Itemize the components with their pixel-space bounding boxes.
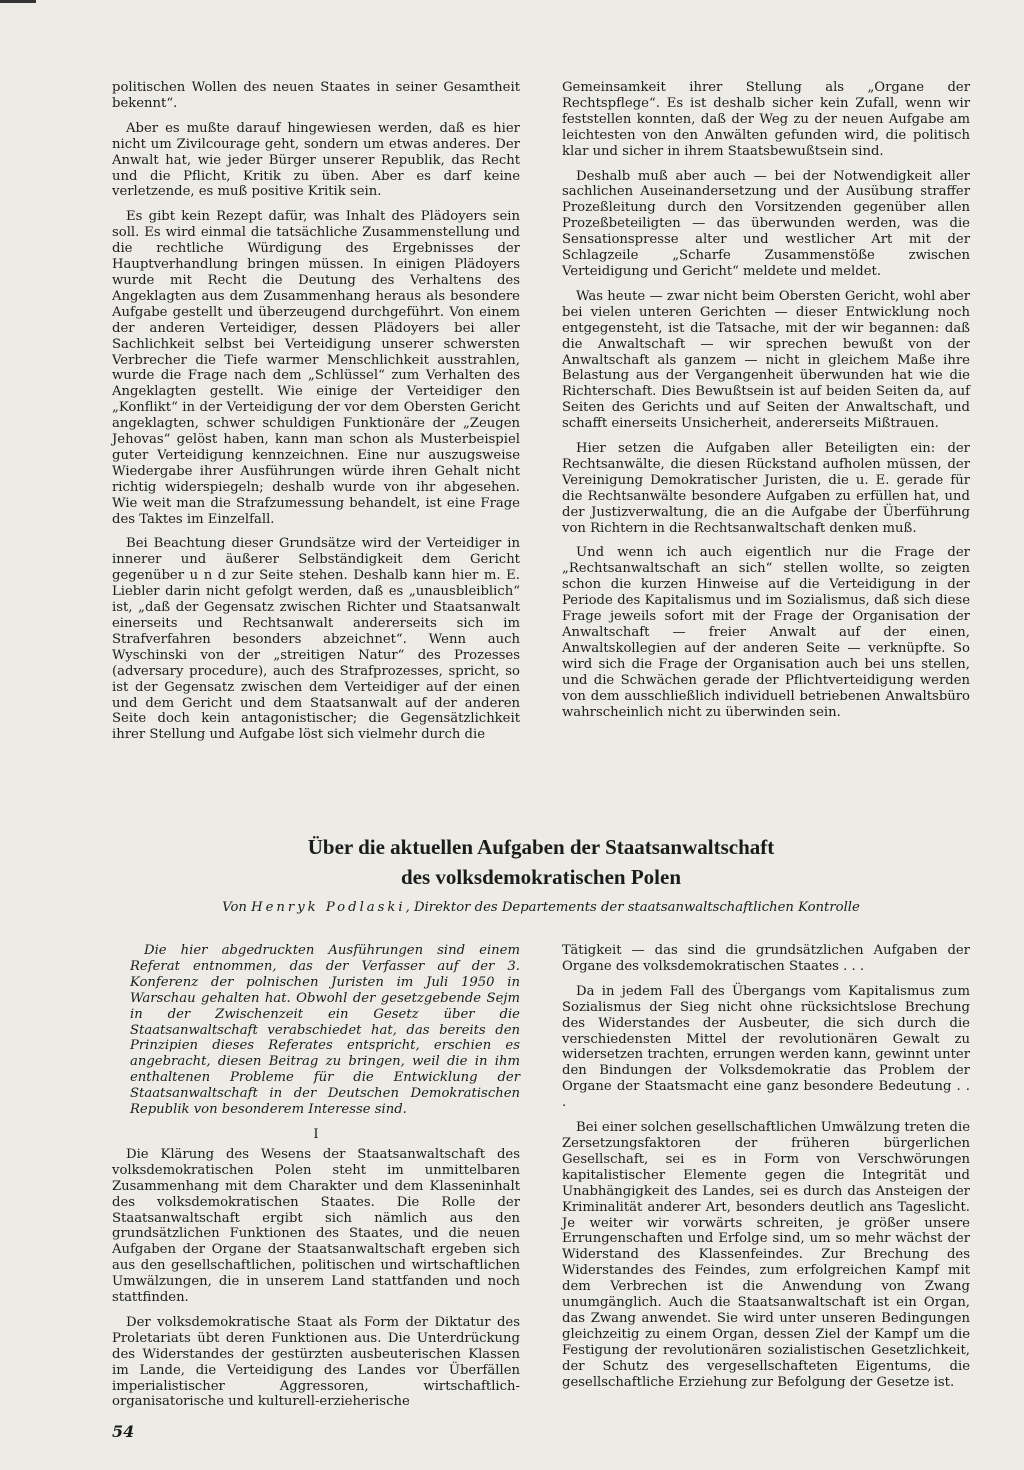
- paragraph: politischen Wollen des neuen Staates in seiner Gesamtheit bekennt“.: [112, 80, 520, 111]
- paragraph: Deshalb muß aber auch — bei der Notwendigkeit aller sachlichen Auseinandersetzung und der Ausübung straffer Prozeßleitung durch den Vorsitzenden gegenüber allen Prozeßbeteiligten — das überwunden werden, was die Sensationspresse alter und westlicher Art mit der Schlagzeile „Scharfe Zusammenstöße zwischen Verteidigung und Gericht“ meldete und meldet.: [562, 168, 970, 279]
- page-number: 54: [112, 1422, 135, 1441]
- paragraph: Bei einer solchen gesellschaftlichen Umwälzung treten die Zersetzungsfaktoren der früheren bürgerlichen Gesellschaft, sei es in Form von Verschwörungen kapitalistischer Elemente gegen die Integrität und Unabhängigkeit des Landes, sei es durch das Ansteigen der Kriminalität anderer Art, besonders deutlich ans Tageslicht. Je weiter wir vorwärts schreiten, je größer unsere Errungenschaften und Erfolge sind, um so mehr wächst der Widerstand des Klassenfeindes. Zur Brechung des Widerstandes des Feindes, zum erfolgreichen Kampf mit dem Verbrechen ist die Anwendung von Zwang unumgänglich. Auch die Staatsanwaltschaft ist ein Organ, das Zwang anwendet. Sie wird unter unseren Bedingungen gleichzeitig zu einem Organ, dessen Ziel der Kampf um die Festigung der revolutionären sozialistischen Gesetzlichkeit, der Schutz des vergesellschafteten Eigentums, die gesellschaftliche Erziehung zur Befolgung der Gesetze ist.: [562, 1120, 970, 1390]
- paragraph: Der volksdemokratische Staat als Form der Diktatur des Proletariats übt deren Funktionen aus. Die Unterdrückung des Widerstandes der gestürzten ausbeuterischen Klassen im Lande, die Verteidigung des Landes vor Überfällen imperialistischer Aggressoren, wirtschaftlich-organisatorische und kulturell-erzieherische: [112, 1314, 520, 1410]
- paragraph: Hier setzen die Aufgaben aller Beteiligten ein: der Rechtsanwälte, die diesen Rückstand aufholen müssen, der Vereinigung Demokratischer Juristen, die u. E. gerade für die Rechtsanwälte besondere Aufgaben zu erfüllen hat, und der Justizverwaltung, die an die Aufgabe der Überführung von Richtern in die Rechtsanwaltschaft denken muß.: [562, 441, 970, 536]
- paragraph: Bei Beachtung dieser Grundsätze wird der Verteidiger in innerer und äußerer Selbständigkeit dem Gericht gegenüber u n d zur Seite stehen. Deshalb kann hier m. E. Liebler darin nicht gefolgt werden, daß es „unausbleiblich“ ist, „daß der Gegensatz zwischen Richter und Staatsanwalt einerseits und Rechtsanwalt andererseits sich im Strafverfahren besonders abzeichnet“. Wenn auch Wyschinski von der „streitigen Natur“ des Prozesses (adversary procedure), auch des Strafprozesses, spricht, so ist der Gegensatz zwischen dem Verteidiger auf der einen und dem Gericht und dem Staatsanwalt auf der anderen Seite doch kein antagonistischer; die Gegensätzlichkeit ihrer Stellung und Aufgabe löst sich vielmehr durch die: [112, 536, 520, 743]
- paragraph: Es gibt kein Rezept dafür, was Inhalt des Plädoyers sein soll. Es wird einmal die tatsächliche Zusammenstellung und die rechtliche Würdigung des Ergebnisses der Hauptverhandlung bringen müssen. In einigen Plädoyers wurde mit Recht die Deutung des Verhaltens des Angeklagten aus dem Zusammenhang heraus als besondere Aufgabe gestellt und überzeugend durchgeführt. Von einem der anderen Verteidiger, dessen Plädoyers bei aller Sachlichkeit selbst bei Verteidigung unserer schwersten Verbrecher die Tiefe warmer Menschlichkeit ausstrahlen, wurde die Frage nach dem „Schlüssel“ zum Verhalten des Angeklagten gestellt. Wie einige der Verteidiger den „Konflikt“ in der Verteidigung der vor dem Obersten Gericht angeklagten, schwer schuldigen Funktionäre der „Zeugen Jehovas“ gelöst haben, kann man schon als Musterbeispiel guter Verteidigung kennzeichnen. Eine nur auszugsweise Wiedergabe ihrer Ausführungen würde ihren Gehalt nicht richtig widerspiegeln; deshalb wurde von ihr abgesehen. Wie weit man die Strafzumessung behandelt, ist eine Frage des Taktes im Einzelfall.: [112, 209, 520, 527]
- byline-suffix: , Direktor des Departements der staatsanwaltschaftlichen Kontrolle: [405, 900, 860, 915]
- byline-prefix: Von: [222, 900, 247, 915]
- paragraph: Da in jedem Fall des Übergangs vom Kapitalismus zum Sozialismus der Sieg nicht ohne rücksichtslose Brechung des Widerstandes der Ausbeuter, die sich durch die verschiedensten Mittel der revolutionären Gewalt zu widersetzen trachten, errungen werden kann, gewinnt unter den Bindungen der Volksdemokratie das Problem der Organe der Staatsmacht eine ganz besondere Bedeutung . . .: [562, 983, 970, 1111]
- article-title-line-2: des volksdemokratischen Polen: [400, 865, 681, 889]
- upper-left-column: [112, 80, 520, 752]
- paragraph: Was heute — zwar nicht beim Obersten Gericht, wohl aber bei vielen unteren Gerichten — dieser Entwicklung noch entgegensteht, ist die Tatsache, mit der wir begannen: daß die Anwaltschaft — wir sprechen bewußt von der Anwaltschaft als ganzem — nicht in gleichem Maße ihre Belastung aus der Vergangenheit überwunden hat wie die Richterschaft. Dies Bewußtsein ist auf beiden Seiten da, auf Seiten des Gerichts und auf Seiten der Anwaltschaft, und schafft einerseits Unsicherheit, andererseits Mißtrauen.: [562, 288, 970, 432]
- paragraph: Und wenn ich auch eigentlich nur die Frage der „Rechtsanwaltschaft an sich“ stellen wollte, so zeigten schon die kurzen Hinweise auf die Verteidigung in der Periode des Kapitalismus und im Sozialismus, daß sich diese Frage jeweils sofort mit der Frage der Organisation der Anwaltschaft — freier Anwalt auf der einen, Anwaltskollegien auf der anderen Seite — verknüpfte. So wird sich die Frage der Organisation auch bei uns stellen, und die Schwächen gerade der Pflichtverteidigung werden von dem ausschließlich individuell betriebenen Anwaltsbüro wahrscheinlich nicht zu überwinden sein.: [562, 545, 970, 720]
- editorial-note: [112, 943, 520, 1118]
- paragraph: Tätigkeit — das sind die grundsätzlichen Aufgaben der Organe des volksdemokratischen Staates . . .: [562, 943, 970, 974]
- intro-paragraph: Die hier abgedruckten Ausführungen sind einem Referat entnommen, das der Verfasser auf der 3. Konferenz der polnischen Juristen im Juli 1950 in Warschau gehalten hat. Obwohl der gesetzgebende Sejm in der Zwischenzeit ein Gesetz über die Staatsanwaltschaft verabschiedet hat, das bereits den Prinzipien dieses Referates entspricht, erschien es angebracht, diesen Beitrag zu bringen, weil die in ihm enthaltenen Probleme für die Entwicklung der Staatsanwaltschaft in der Deutschen Demokratischen Republik von besonderem Interesse sind.: [130, 943, 520, 1118]
- top-rule: [0, 0, 36, 3]
- paragraph: Aber es mußte darauf hingewiesen werden, daß es hier nicht um Zivilcourage geht, sondern um etwas anderes. Der Anwalt hat, wie jeder Bürger unserer Republik, das Recht und die Pflicht, Kritik zu üben. Aber es darf keine verletzende, es muß positive Kritik sein.: [112, 120, 520, 200]
- paragraph: Die Klärung des Wesens der Staatsanwaltschaft des volksdemokratischen Polen steht im unmittelbaren Zusammenhang mit dem Charakter und dem Klasseninhalt des volksdemokratischen Staates. Die Rolle der Staatsanwaltschaft ergibt sich nämlich aus den grundsätzlichen Funktionen des Staates, und die neuen Aufgaben der Organe der Staatsanwaltschaft ergeben sich aus den gesellschaftlichen, politischen und wirtschaftlichen Umwälzungen, die in unserem Land stattfanden und noch stattfinden.: [112, 1146, 520, 1306]
- lower-right-column: [562, 943, 970, 1399]
- upper-right-column: [562, 80, 970, 729]
- paragraph: Gemeinsamkeit ihrer Stellung als „Organe der Rechtspflege“. Es ist deshalb sicher kein Zufall, wenn wir feststellen konnten, daß der Weg zu der neuen Aufgabe am leichtesten von den Anwälten gefunden wird, die politisch klar und sicher in ihrem Staatsbewußtsein sind.: [562, 80, 970, 159]
- article-header: [112, 832, 970, 915]
- article-title-line-1: Über die aktuellen Aufgaben der Staatsanwaltschaft: [307, 835, 775, 859]
- author-name: Henryk Podlaski: [251, 900, 406, 915]
- section-heading: I: [313, 1126, 319, 1142]
- lower-left-column: [112, 943, 520, 1419]
- byline: [112, 900, 970, 915]
